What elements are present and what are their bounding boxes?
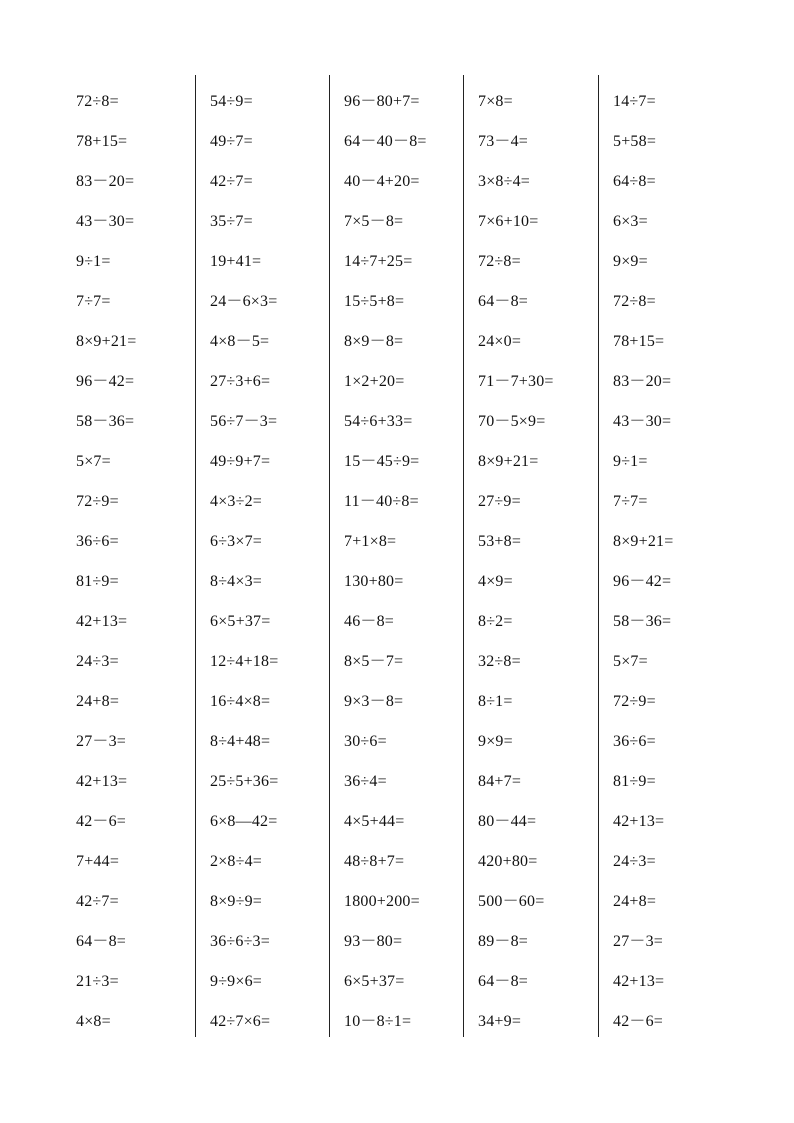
arithmetic-problem: 9×3－8= bbox=[344, 693, 404, 710]
arithmetic-problem: 78+15= bbox=[613, 333, 665, 350]
arithmetic-problem: 42÷7= bbox=[210, 173, 253, 190]
arithmetic-problem: 64－8= bbox=[478, 293, 529, 310]
arithmetic-problem: 14÷7+25= bbox=[344, 253, 413, 270]
arithmetic-problem: 43－30= bbox=[613, 413, 672, 430]
arithmetic-problem: 43－30= bbox=[76, 213, 135, 230]
arithmetic-problem: 71－7+30= bbox=[478, 373, 554, 390]
arithmetic-problem: 11－40÷8= bbox=[344, 493, 419, 510]
arithmetic-problem: 7×8= bbox=[478, 93, 513, 110]
arithmetic-problem: 72÷8= bbox=[613, 293, 656, 310]
arithmetic-problem: 34+9= bbox=[478, 1013, 522, 1030]
arithmetic-problem: 1×2+20= bbox=[344, 373, 405, 390]
arithmetic-problem: 64－40－8= bbox=[344, 133, 427, 150]
arithmetic-problem: 64－8= bbox=[76, 933, 127, 950]
arithmetic-problem: 4×5+44= bbox=[344, 813, 405, 830]
arithmetic-problem: 5+58= bbox=[613, 133, 657, 150]
arithmetic-problem: 24÷3= bbox=[76, 653, 119, 670]
arithmetic-problem: 8×9+21= bbox=[76, 333, 137, 350]
arithmetic-problem: 36÷4= bbox=[344, 773, 387, 790]
arithmetic-problem: 8×9+21= bbox=[478, 453, 539, 470]
arithmetic-problem: 96－42= bbox=[613, 573, 672, 590]
arithmetic-problem: 420+80= bbox=[478, 853, 538, 870]
arithmetic-problem: 84+7= bbox=[478, 773, 522, 790]
arithmetic-problem: 64－8= bbox=[478, 973, 529, 990]
problem-column-1 bbox=[68, 75, 202, 1037]
arithmetic-problem: 72÷8= bbox=[478, 253, 521, 270]
arithmetic-problem: 6×8—42= bbox=[210, 813, 278, 830]
arithmetic-problem: 83－20= bbox=[613, 373, 672, 390]
arithmetic-problem: 36÷6÷3= bbox=[210, 933, 270, 950]
arithmetic-problem: 8÷2= bbox=[478, 613, 513, 630]
arithmetic-problem: 80－44= bbox=[478, 813, 537, 830]
arithmetic-problem: 42+13= bbox=[76, 613, 128, 630]
arithmetic-problem: 4×8－5= bbox=[210, 333, 270, 350]
arithmetic-problem: 12÷4+18= bbox=[210, 653, 279, 670]
arithmetic-problem: 81÷9= bbox=[76, 573, 119, 590]
arithmetic-problem: 27－3= bbox=[76, 733, 127, 750]
arithmetic-problem: 70－5×9= bbox=[478, 413, 546, 430]
arithmetic-problem: 35÷7= bbox=[210, 213, 253, 230]
arithmetic-problem: 8×5－7= bbox=[344, 653, 404, 670]
arithmetic-problem: 3×8÷4= bbox=[478, 173, 531, 190]
arithmetic-problem: 25÷5+36= bbox=[210, 773, 279, 790]
arithmetic-problem: 8÷4+48= bbox=[210, 733, 271, 750]
arithmetic-problem: 6×3= bbox=[613, 213, 648, 230]
worksheet bbox=[68, 75, 743, 1037]
arithmetic-problem: 9÷9×6= bbox=[210, 973, 263, 990]
arithmetic-problem: 9÷1= bbox=[76, 253, 111, 270]
arithmetic-problem: 30÷6= bbox=[344, 733, 387, 750]
arithmetic-problem: 5×7= bbox=[613, 653, 648, 670]
arithmetic-problem: 42－6= bbox=[613, 1013, 664, 1030]
arithmetic-problem: 53+8= bbox=[478, 533, 522, 550]
arithmetic-problem: 5×7= bbox=[76, 453, 111, 470]
arithmetic-problem: 42+13= bbox=[613, 973, 665, 990]
arithmetic-problem: 78+15= bbox=[76, 133, 128, 150]
arithmetic-problem: 1800+200= bbox=[344, 893, 420, 910]
arithmetic-problem: 24+8= bbox=[613, 893, 657, 910]
arithmetic-problem: 27÷9= bbox=[478, 493, 521, 510]
arithmetic-problem: 36÷6= bbox=[76, 533, 119, 550]
problem-column-2 bbox=[195, 75, 329, 1037]
arithmetic-problem: 81÷9= bbox=[613, 773, 656, 790]
arithmetic-problem: 72÷8= bbox=[76, 93, 119, 110]
arithmetic-problem: 32÷8= bbox=[478, 653, 521, 670]
arithmetic-problem: 9×9= bbox=[613, 253, 648, 270]
arithmetic-problem: 56÷7－3= bbox=[210, 413, 278, 430]
arithmetic-problem: 42÷7×6= bbox=[210, 1013, 271, 1030]
arithmetic-problem: 19+41= bbox=[210, 253, 262, 270]
arithmetic-problem: 8×9－8= bbox=[344, 333, 404, 350]
arithmetic-problem: 72÷9= bbox=[613, 693, 656, 710]
problem-column-4 bbox=[463, 75, 597, 1037]
arithmetic-problem: 15÷5+8= bbox=[344, 293, 405, 310]
arithmetic-problem: 16÷4×8= bbox=[210, 693, 271, 710]
arithmetic-problem: 42+13= bbox=[76, 773, 128, 790]
arithmetic-problem: 24－6×3= bbox=[210, 293, 278, 310]
problem-column-5 bbox=[598, 75, 732, 1037]
arithmetic-problem: 42+13= bbox=[613, 813, 665, 830]
arithmetic-problem: 40－4+20= bbox=[344, 173, 420, 190]
arithmetic-problem: 54÷6+33= bbox=[344, 413, 413, 430]
arithmetic-problem: 42÷7= bbox=[76, 893, 119, 910]
arithmetic-problem: 4×9= bbox=[478, 573, 513, 590]
arithmetic-problem: 21÷3= bbox=[76, 973, 119, 990]
arithmetic-problem: 49÷7= bbox=[210, 133, 253, 150]
arithmetic-problem: 27÷3+6= bbox=[210, 373, 271, 390]
arithmetic-problem: 49÷9+7= bbox=[210, 453, 271, 470]
arithmetic-problem: 83－20= bbox=[76, 173, 135, 190]
arithmetic-problem: 7×6+10= bbox=[478, 213, 539, 230]
arithmetic-problem: 27－3= bbox=[613, 933, 664, 950]
arithmetic-problem: 8×9+21= bbox=[613, 533, 674, 550]
arithmetic-problem: 46－8= bbox=[344, 613, 395, 630]
problem-column-3 bbox=[329, 75, 463, 1037]
arithmetic-problem: 15－45÷9= bbox=[344, 453, 420, 470]
arithmetic-problem: 9×9= bbox=[478, 733, 513, 750]
arithmetic-problem: 24+8= bbox=[76, 693, 120, 710]
arithmetic-problem: 7+44= bbox=[76, 853, 120, 870]
arithmetic-problem: 7÷7= bbox=[613, 493, 648, 510]
arithmetic-problem: 96－42= bbox=[76, 373, 135, 390]
arithmetic-problem: 8÷4×3= bbox=[210, 573, 263, 590]
arithmetic-problem: 9÷1= bbox=[613, 453, 648, 470]
arithmetic-problem: 48÷8+7= bbox=[344, 853, 405, 870]
arithmetic-problem: 4×3÷2= bbox=[210, 493, 263, 510]
arithmetic-problem: 36÷6= bbox=[613, 733, 656, 750]
arithmetic-problem: 54÷9= bbox=[210, 93, 253, 110]
arithmetic-problem: 96－80+7= bbox=[344, 93, 420, 110]
arithmetic-problem: 500－60= bbox=[478, 893, 545, 910]
arithmetic-problem: 4×8= bbox=[76, 1013, 111, 1030]
arithmetic-problem: 2×8÷4= bbox=[210, 853, 263, 870]
arithmetic-problem: 6×5+37= bbox=[344, 973, 405, 990]
arithmetic-problem: 6×5+37= bbox=[210, 613, 271, 630]
arithmetic-problem: 42－6= bbox=[76, 813, 127, 830]
arithmetic-problem: 14÷7= bbox=[613, 93, 656, 110]
arithmetic-problem: 8÷1= bbox=[478, 693, 513, 710]
arithmetic-problem: 64÷8= bbox=[613, 173, 656, 190]
arithmetic-problem: 72÷9= bbox=[76, 493, 119, 510]
arithmetic-problem: 24÷3= bbox=[613, 853, 656, 870]
arithmetic-problem: 24×0= bbox=[478, 333, 522, 350]
arithmetic-problem: 7÷7= bbox=[76, 293, 111, 310]
arithmetic-problem: 58－36= bbox=[613, 613, 672, 630]
arithmetic-problem: 130+80= bbox=[344, 573, 404, 590]
arithmetic-problem: 8×9÷9= bbox=[210, 893, 263, 910]
arithmetic-problem: 73－4= bbox=[478, 133, 529, 150]
arithmetic-problem: 58－36= bbox=[76, 413, 135, 430]
arithmetic-problem: 10－8÷1= bbox=[344, 1013, 412, 1030]
arithmetic-problem: 93－80= bbox=[344, 933, 403, 950]
arithmetic-problem: 6÷3×7= bbox=[210, 533, 263, 550]
arithmetic-problem: 7×5－8= bbox=[344, 213, 404, 230]
arithmetic-problem: 7+1×8= bbox=[344, 533, 397, 550]
arithmetic-problem: 89－8= bbox=[478, 933, 529, 950]
